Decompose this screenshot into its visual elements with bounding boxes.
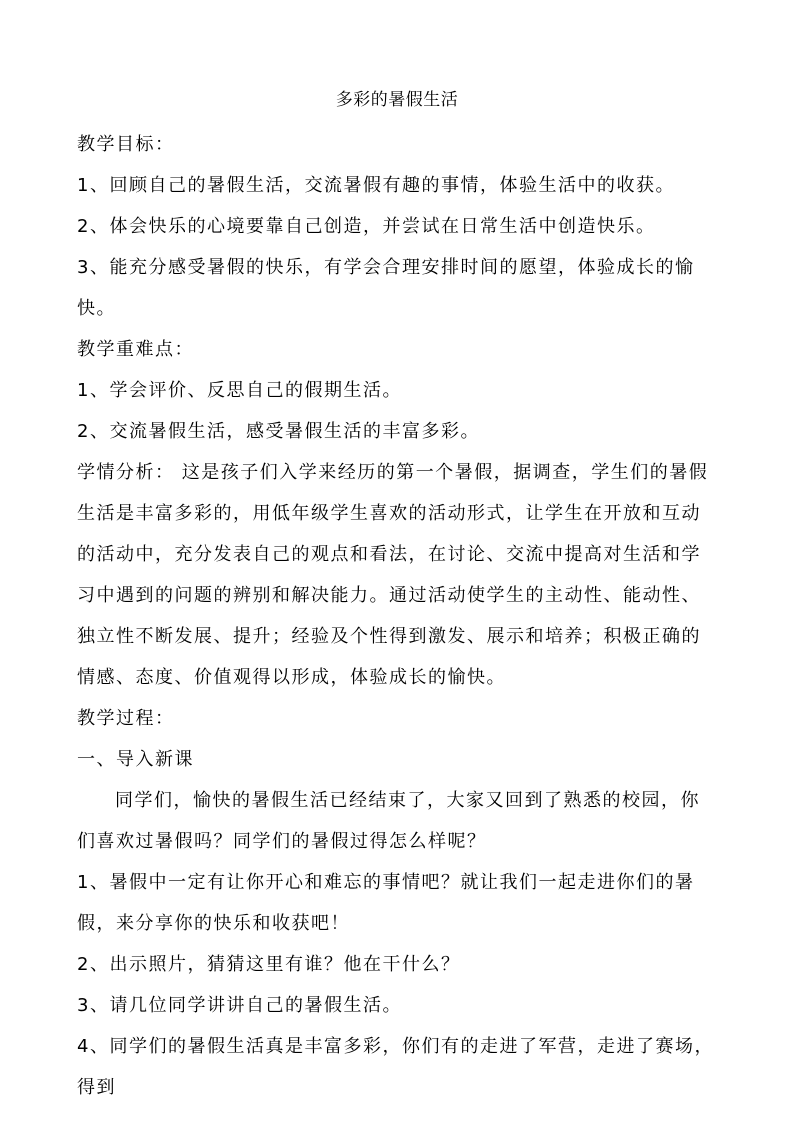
process-item-3: 3、请几位同学讲讲自己的暑假生活。 bbox=[77, 995, 402, 1016]
document-body bbox=[77, 124, 719, 1108]
heading-teaching-process: 教学过程： bbox=[77, 708, 175, 729]
intro-paragraph: 同学们，愉快的暑假生活已经结束了，大家又回到了熟悉的校园，你们喜欢过暑假吗？同学们的暑假过得怎么样呢？ bbox=[77, 790, 700, 852]
student-analysis-paragraph: 学情分析： 这是孩子们入学来经历的第一个暑假，据调查，学生们的暑假生活是丰富多彩的，用低年级学生喜欢的活动形式，让学生在开放和互动的活动中，充分发表自己的观点和看法，在讨论、交流中提高对生活和学习中遇到的问题的辨别和解决能力。通过活动使学生的主动性、能动性、独立性不断发展、提升；经验及个性得到激发、展示和培养；积极正确的情感、态度、价值观得以形成，体验成长的愉快。 bbox=[77, 462, 709, 688]
key-point-item-2: 2、交流暑假生活，感受暑假生活的丰富多彩。 bbox=[77, 421, 480, 442]
process-item-4: 4、同学们的暑假生活真是丰富多彩，你们有的走进了军营，走进了赛场，得到 bbox=[77, 1036, 714, 1098]
document-title: 多彩的暑假生活 bbox=[335, 90, 459, 110]
key-point-item-1: 1、学会评价、反思自己的假期生活。 bbox=[77, 380, 402, 401]
process-item-2: 2、出示照片，猜猜这里有谁？他在干什么？ bbox=[77, 954, 461, 975]
heading-key-points: 教学重难点： bbox=[77, 339, 194, 360]
section-heading-intro: 一、导入新课 bbox=[77, 749, 194, 770]
process-item-1: 1、暑假中一定有让你开心和难忘的事情吧？就让我们一起走进你们的暑假，来分享你的快乐和收获吧！ bbox=[77, 872, 695, 934]
goal-item-3: 3、能充分感受暑假的快乐，有学会合理安排时间的愿望，体验成长的愉快。 bbox=[77, 257, 695, 319]
goal-item-1: 1、回顾自己的暑假生活，交流暑假有趣的事情，体验生活中的收获。 bbox=[77, 175, 675, 196]
goal-item-2: 2、体会快乐的心境要靠自己创造，并尝试在日常生活中创造快乐。 bbox=[77, 216, 656, 237]
heading-teaching-goals: 教学目标： bbox=[77, 134, 175, 155]
